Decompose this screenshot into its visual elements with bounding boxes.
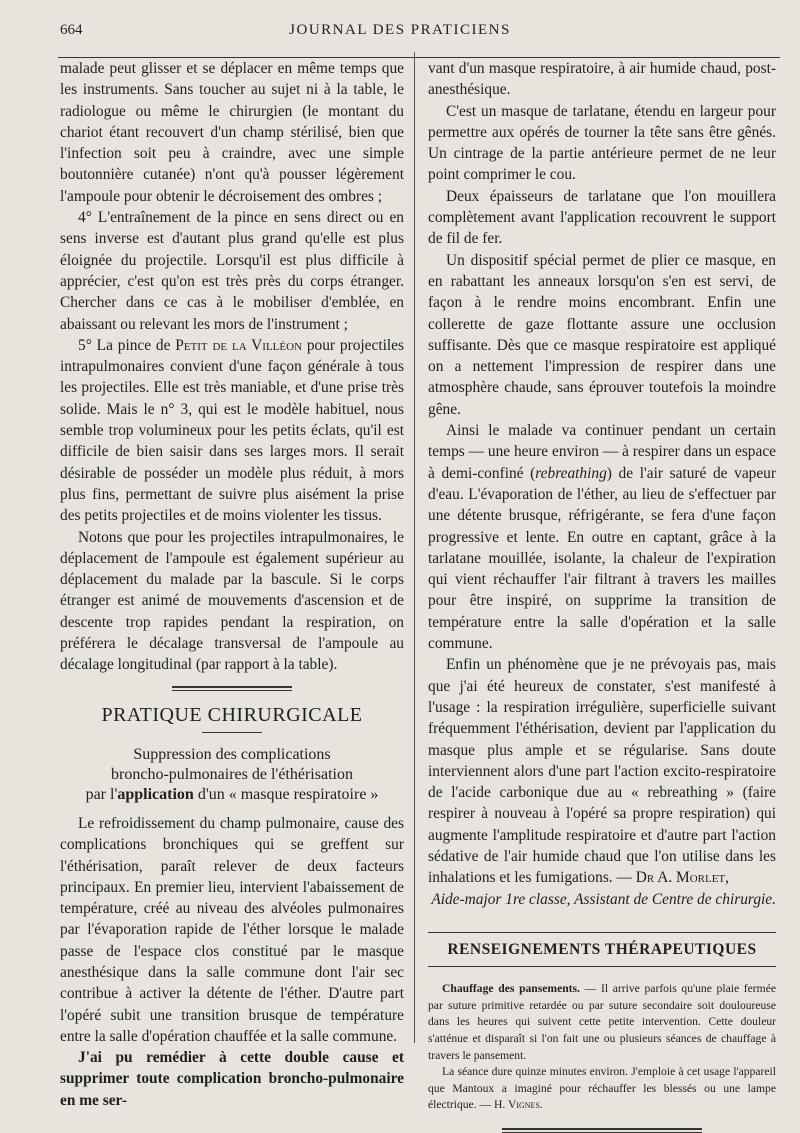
column-divider <box>414 52 415 1043</box>
paragraph: Un dispositif spécial permet de plier ce masque, en en rabattant les anneaux lorsqu'on s'en est servi, de façon à le rendre moins encombrant. Enfin une collerette de gaze flottante assure une occlusion suffisante. Dès que ce masque respiratoire est appliqué on a nettement l'impression de respirer dans une atmosphère chaude, sans éprouver toutefois la moindre gêne. <box>428 251 776 418</box>
paragraph <box>428 981 776 1064</box>
text: La séance dure quinze minutes environ. J'emploie à cet usage l'appareil que Mantoux a imaginé pour réchauffer les blessés ou une lampe électrique. — <box>428 1065 776 1112</box>
italic-term: rebreathing <box>535 464 607 482</box>
author-name: Petit de la Villéon <box>175 336 303 354</box>
page-header <box>0 16 800 44</box>
section-title: RENSEIGNEMENTS THÉRAPEUTIQUES <box>447 940 757 958</box>
paragraph <box>428 654 776 888</box>
note-heading: Chauffage des pansements. <box>442 982 580 996</box>
text: pour projectiles intrapulmonaires convient d'une façon générale à tous les projectiles. Elle est très maniable, et d'une prise très solide. Mais le n° 3, qui est le modèle habituel, nous semble trop volumineux pour les petits éclats, qu'il est difficile de bien saisir dans ses larges mors. Il serait désirable de posséder un modèle plus réduit, à mors plus fins, permettant de suivre plus aisément la prise des petits projectiles et de moins violenter les tissus. <box>60 336 404 525</box>
left-column <box>60 58 404 1111</box>
text: Ainsi le malade va continuer pendant un certain temps — une heure environ — à respirer dans un espace à demi-confiné ( <box>428 422 776 482</box>
article-title <box>60 745 404 805</box>
paragraph <box>428 420 776 654</box>
text: d'un « masque respiratoire » <box>193 785 379 803</box>
paragraph: C'est un masque de tarlatane, étendu en largeur pour permettre aux opérés de tourner la tête sans être gênés. Un cintrage de la partie antérieure permet de ne leur point comprimer le cou. <box>428 102 776 184</box>
article-title-line: broncho-pulmonaires de l'éthérisation <box>111 765 353 783</box>
section-rule <box>172 686 292 691</box>
text: par l' <box>85 785 118 803</box>
page-number: 664 <box>60 22 83 38</box>
paragraph <box>60 335 404 527</box>
paragraph <box>428 1064 776 1114</box>
right-column <box>428 58 776 1133</box>
text: Enfin un phénomène que je ne prévoyais pas, mais que j'ai été heureux de constater, s'est manifesté à l'usage : la respiration irrégulière, superficielle suivant fréquemment l'éthérisation, devient par l'application du masque plus ample et se régularise. Sans doute interviennent alors d'une part l'action excito-respiratoire de l'acide carbonique due au « rebreathing » (faire respirer à nouveau à l'opéré sa propre respiration) qui augmente l'amplitude respiratoire et d'autre part l'action sédative de l'air humide chaud que l'on utilise dans les inhalations et les fumigations. — <box>428 656 776 887</box>
section-title: PRATIQUE CHIRURGICALE <box>101 703 363 726</box>
paragraph: malade peut glisser et se déplacer en même temps que les instruments. Sans toucher au sujet ni à la table, le radiologue ou même le chirurgien (le montant du chariot étant recouvert d'un champ stérilisé, bien que l'infection soit peu à craindre, avec une simple boutonnière cutanée) n'ont qu'à pousser légèrement l'ampoule pour obtenir le décroisement des ombres ; <box>60 60 404 205</box>
text: — Il arrive parfois qu'une plaie fermée par suture primitive retardée ou par suture secondaire soit douloureuse dans les heures qui suivent cette petite intervention. Cette douleur s'atténue et disparaît si l'on fait une ou plusieurs séances de chauffage à travers le pansement. <box>428 982 776 1062</box>
paragraph: Notons que pour les projectiles intrapulmonaires, le déplacement de l'ampoule est également supérieur au déplacement du malade par la bascule. Si le corps étranger est animé de mouvements d'ascension et de descente trop rapides pendant la respiration, on préférera le décalage transversal de l'ampoule au décalage longitudinal (par rapport à la table). <box>60 528 404 674</box>
rule <box>428 932 776 933</box>
author-name: H. Vignes. <box>494 1098 543 1112</box>
paragraph: Deux épaisseurs de tarlatane que l'on mouillera complètement avant l'application recouvrent le support de fil de fer. <box>428 187 776 248</box>
author-name: Dr A. Morlet, <box>635 869 729 887</box>
therapeutic-notes <box>428 981 776 1114</box>
end-rule <box>502 1128 702 1133</box>
text: ) de l'air saturé de vapeur d'eau. L'évaporation de l'éther, au lieu de s'effectuer par une détente brusque, réfrigérante, se fera d'une façon progressive et lente. En outre en captant, grâce à la tarlatane mouillée, isolante, la chaleur de l'expiration qui vient réchauffer l'air filtrant à travers les mailles pour être inspiré, on supprime la transition de température entre la salle d'opération et la salle commune. <box>428 464 776 653</box>
text: 5° La pince de <box>78 336 176 354</box>
paragraph: 4° L'entraînement de la pince en sens direct ou en sens inverse est d'autant plus grand qu'elle est plus éloignée du projectile. Lorsqu'il est plus difficile à apprécier, c'est qu'on est très près du corps étranger. Chercher dans ce cas à le mobiliser d'emblée, en abaissant ou relevant les mors de l'instrument ; <box>60 209 404 333</box>
rule <box>428 966 776 967</box>
author-affiliation: Aide-major 1re classe, Assistant de Centre de chirurgie. <box>431 890 776 908</box>
article-title-line <box>60 785 404 805</box>
journal-title: JOURNAL DES PRATICIENS <box>289 22 511 38</box>
paragraph: vant d'un masque respiratoire, à air humide chaud, post-anesthésique. <box>428 60 776 99</box>
article-title-line: Suppression des complications <box>133 745 331 763</box>
text: application <box>117 785 194 803</box>
paragraph: J'ai pu remédier à cette double cause et supprimer toute complication broncho-pulmonaire en me ser- <box>60 1049 404 1109</box>
paragraph: Le refroidissement du champ pulmonaire, cause des complications bronchiques qui se greffent sur l'éthérisation, paraît relever de deux facteurs principaux. En premier lieu, intervient l'abaissement de température, créé au niveau des alvéoles pulmonaires par l'évaporation rapide de l'éther lorsque le malade passe de l'espace clos constitué par le masque anesthésique dans la salle commune dont l'air sec contribue à activer la détente de l'éther. D'autre part l'opéré subit une transition brusque de température entre la salle d'opération chauffée et la salle commune. <box>60 814 404 1045</box>
section-underline <box>202 732 262 733</box>
